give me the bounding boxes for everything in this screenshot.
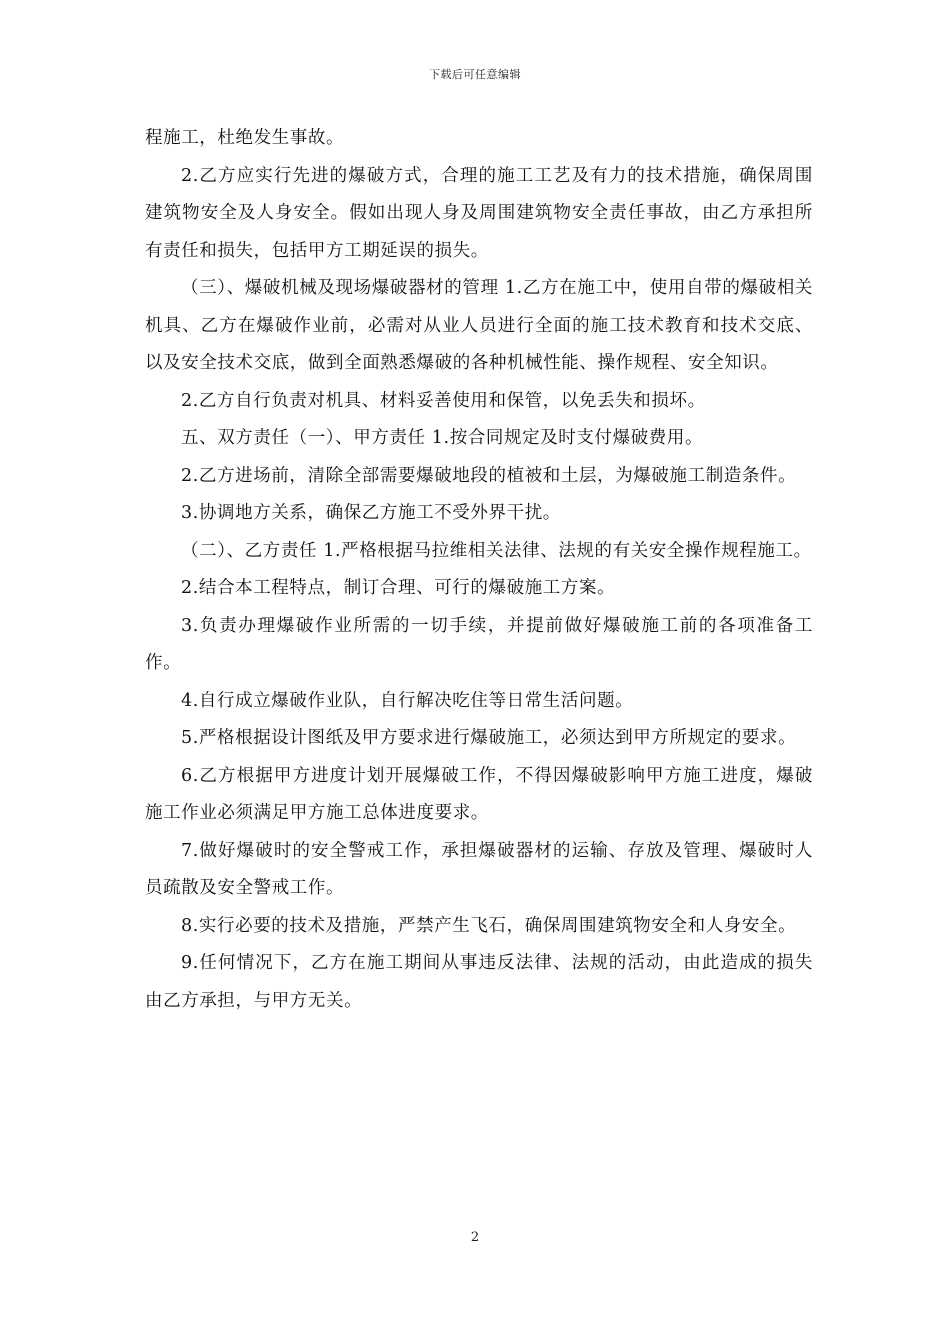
paragraph-3: （三）、爆破机械及现场爆破器材的管理 1.乙方在施工中，使用自带的爆破相关机具、乙方在爆破作业前，必需对从业人员进行全面的施工技术教育和技术交底、以及安全技术交底，做到全面熟悉爆破的各种机械性能、操作规程、安全知识。 [145, 278, 813, 373]
page-number: 2 [470, 1230, 480, 1245]
paragraph-11: 4.自行成立爆破作业队，自行解决吃住等日常生活问题。 [181, 690, 634, 711]
paragraph-8: （二）、乙方责任 1.严格根据马拉维相关法律、法规的有关安全操作规程施工。 [181, 540, 812, 561]
paragraph-9: 2.结合本工程特点，制订合理、可行的爆破施工方案。 [181, 578, 616, 598]
document-body [145, 120, 813, 1020]
paragraph-2: 2.乙方应实行先进的爆破方式，合理的施工工艺及有力的技术措施，确保周围建筑物安全及人身安全。假如出现人身及周围建筑物安全责任事故，由乙方承担所有责任和损失，包括甲方工期延误的损失。 [145, 165, 813, 261]
paragraph-1: 程施工，杜绝发生事故。 [145, 128, 345, 148]
paragraph-10: 3.负责办理爆破作业所需的一切手续，并提前做好爆破施工前的各项准备工作。 [145, 615, 813, 673]
paragraph-16: 9.任何情况下，乙方在施工期间从事违反法律、法规的活动，由此造成的损失由乙方承担，与甲方无关。 [145, 953, 813, 1011]
paragraph-12: 5.严格根据设计图纸及甲方要求进行爆破施工，必须达到甲方所规定的要求。 [181, 728, 797, 748]
paragraph-4: 2.乙方自行负责对机具、材料妥善使用和保管，以免丢失和损坏。 [181, 390, 706, 411]
paragraph-7: 3.协调地方关系，确保乙方施工不受外界干扰。 [181, 503, 561, 523]
paragraph-14: 7.做好爆破时的安全警戒工作，承担爆破器材的运输、存放及管理、爆破时人员疏散及安全警戒工作。 [145, 840, 813, 898]
paragraph-13: 6.乙方根据甲方进度计划开展爆破工作，不得因爆破影响甲方施工进度，爆破施工作业必须满足甲方施工总体进度要求。 [145, 765, 813, 823]
page-header: 下载后可任意编辑 [429, 68, 521, 81]
paragraph-15: 8.实行必要的技术及措施，严禁产生飞石，确保周围建筑物安全和人身安全。 [181, 915, 797, 936]
paragraph-5: 五、双方责任（一）、甲方责任 1.按合同规定及时支付爆破费用。 [181, 428, 704, 448]
paragraph-6: 2.乙方进场前，清除全部需要爆破地段的植被和土层，为爆破施工制造条件。 [181, 465, 797, 486]
